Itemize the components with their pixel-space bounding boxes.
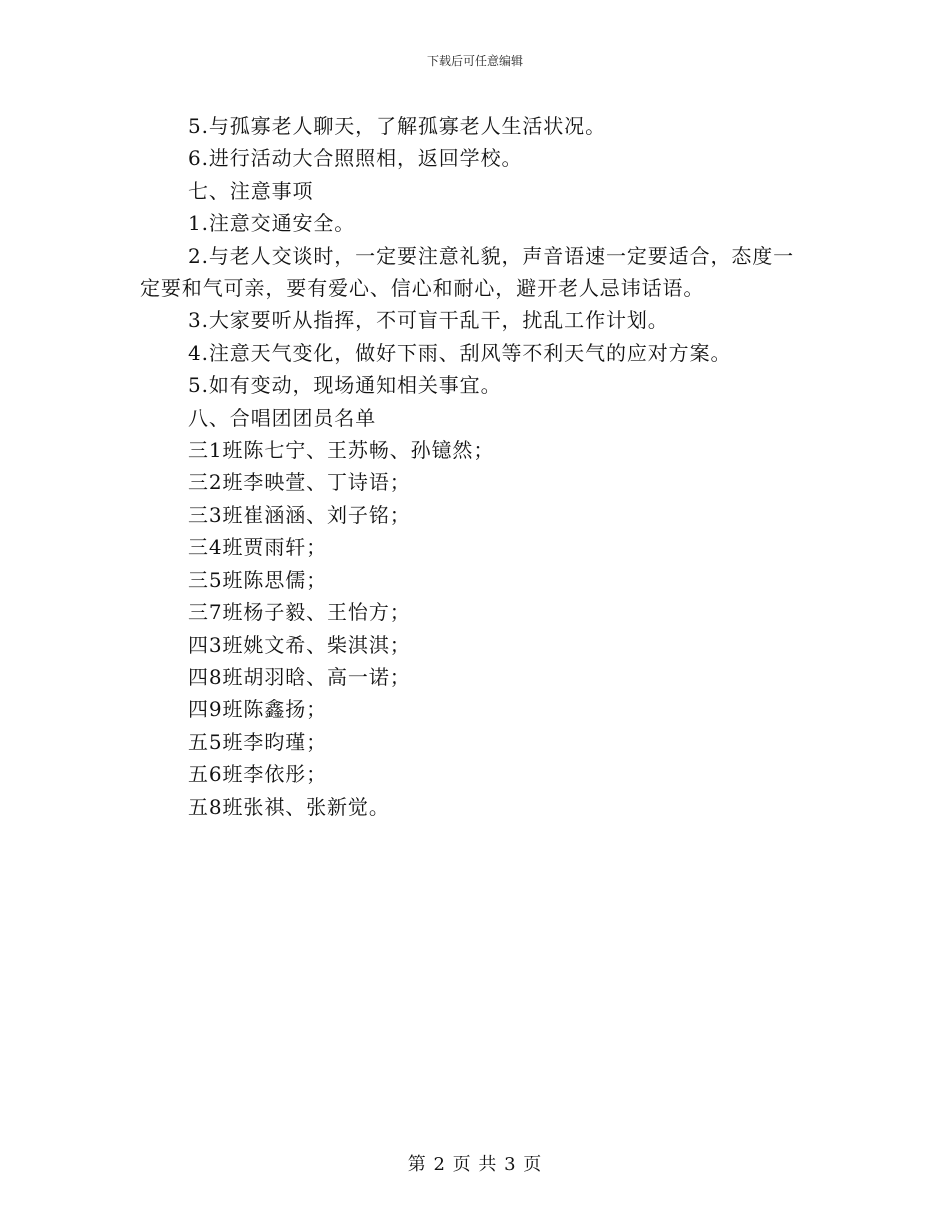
member-list-item: 三2班李映萱、丁诗语； bbox=[188, 470, 411, 495]
document-body bbox=[140, 110, 800, 823]
member-list-item: 三5班陈思儒； bbox=[188, 567, 328, 592]
member-list-item: 四8班胡羽晗、高一诺； bbox=[188, 664, 411, 689]
paragraph: 1.注意交通安全。 bbox=[188, 211, 356, 236]
paragraph: 3.大家要听从指挥，不可盲干乱干，扰乱工作计划。 bbox=[188, 308, 669, 333]
paragraph: 2.与老人交谈时，一定要注意礼貌，声音语速一定要适合，态度一定要和气可亲，要有爱心、信心和耐心，避开老人忌讳话语。 bbox=[140, 243, 795, 301]
member-list-item: 三4班贾雨轩； bbox=[188, 535, 328, 560]
section-heading: 八、合唱团团员名单 bbox=[188, 405, 377, 430]
paragraph: 5.与孤寡老人聊天，了解孤寡老人生活状况。 bbox=[188, 114, 606, 138]
member-list-item: 四3班姚文希、柴淇淇； bbox=[188, 632, 411, 657]
page-footer: 第 2 页 共 3 页 bbox=[407, 1154, 543, 1175]
member-list-item: 三3班崔涵涵、刘子铭； bbox=[188, 502, 411, 527]
paragraph: 5.如有变动，现场通知相关事宜。 bbox=[188, 373, 502, 398]
section-heading: 七、注意事项 bbox=[188, 178, 314, 203]
page-header: 下载后可任意编辑 bbox=[426, 54, 523, 68]
member-list-item: 三1班陈七宁、王苏畅、孙镱然； bbox=[188, 438, 495, 463]
member-list-item: 三7班杨子毅、王怡方； bbox=[188, 600, 411, 625]
member-list-item: 四9班陈鑫扬； bbox=[188, 697, 328, 722]
member-list-item: 五8班张祺、张新觉。 bbox=[188, 794, 390, 819]
member-list-item: 五5班李昀瑾； bbox=[188, 729, 328, 754]
paragraph: 4.注意天气变化，做好下雨、刮风等不利天气的应对方案。 bbox=[188, 340, 732, 365]
member-list-item: 五6班李依彤； bbox=[188, 762, 328, 787]
paragraph: 6.进行活动大合照照相，返回学校。 bbox=[188, 146, 523, 171]
